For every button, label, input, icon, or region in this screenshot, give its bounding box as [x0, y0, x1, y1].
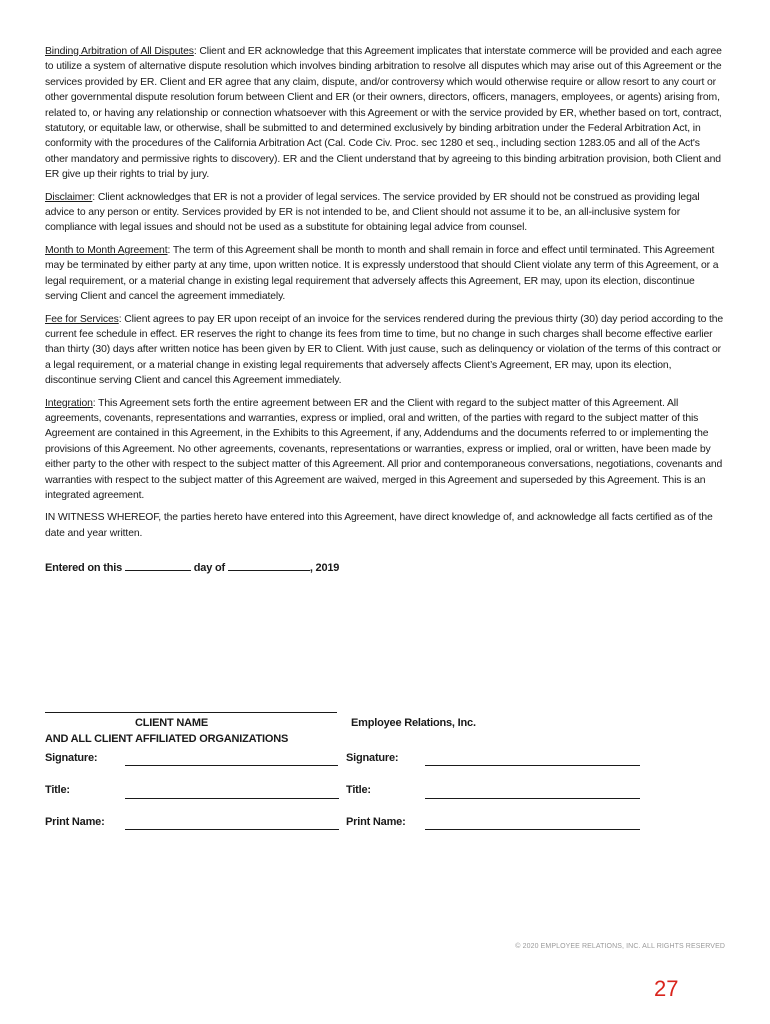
er-print-name-label: Print Name: — [346, 816, 406, 828]
client-signature-label: Signature: — [45, 752, 98, 764]
client-title-field[interactable] — [125, 798, 339, 799]
client-print-name-field[interactable] — [125, 829, 339, 830]
company-name-label: Employee Relations, Inc. — [351, 717, 476, 729]
paragraph-fee-for-services — [45, 312, 725, 389]
signature-block — [45, 712, 725, 842]
client-title-label: Title: — [45, 784, 70, 796]
entered-middle: day of — [190, 562, 228, 575]
paragraph-text: Client acknowledges that ER is not a provider of legal services. The service provided by ER should not be construed as providing legal advice to any person or entity. Services provided by ER is not intended to be, and Client should not assume it to be, an all-inclusive system for compliance with legal issues and should not be used as a substitute for obtaining legal advice from counsel. — [45, 191, 700, 234]
er-title-label: Title: — [346, 784, 371, 796]
agreement-body — [45, 44, 725, 574]
paragraph-text: The term of this Agreement shall be month to month and shall remain in force and effect until terminated. This Agreement may be terminated by either party at any time, upon written notice. It is expressly understood that should Client violate any term of this Agreement, or a legal requirement, or a material change in existing legal requirement that adversely affects this Agreement, ER may, upon its election, discontinue serving Client and cancel the agreement immediately. — [45, 244, 719, 303]
client-name-line[interactable] — [45, 712, 337, 713]
paragraph-month-to-month — [45, 243, 725, 305]
paragraph-heading: Disclaimer — [45, 191, 93, 203]
heading-separator: : — [92, 191, 98, 203]
day-blank-field[interactable] — [125, 561, 191, 571]
entered-suffix: , 2019 — [309, 562, 340, 575]
paragraph-text: Client and ER acknowledge that this Agreement implicates that interstate commerce will be provided and each agree to utilize a system of alternative dispute resolution which involves binding arbitration to resolve all disputes which may arise out of this Agreement or the services provided by ER. Client and ER agree that any claim, dispute, and/or controversy which would otherwise require or allow resort to any court or other governmental dispute resolution forum between Client and ER (or their owners, directors, officers, managers, employees, or agents) arising from, related to, or having any relationship or connection whatsoever with this Agreement or with the service provided by ER, whether based on tort, contract, statutory, or equitable law, or otherwise, shall be submitted to and determined exclusively by binding arbitration under the Federal Arbitration Act, in conformity with the procedures of the California Arbitration Act (Cal. Code Civ. Proc. sec 1280 et seq., including section 1283.05 and all of the Act's other mandatory and permissive rights to discovery). ER and the Client understand that by agreeing to this binding arbitration provision, both Client and ER give up their rights to trial by jury. — [45, 46, 722, 181]
paragraph-heading: Binding Arbitration of All Disputes — [45, 46, 194, 57]
page-number: 27 — [654, 976, 679, 1001]
paragraph-text: This Agreement sets forth the entire agreement between ER and the Client with regard to the subject matter of this Agreement. All agreements, covenants, representations and warranties, express or implied, oral and written, of the parties with regard to the subject matter of this Agreement are contained in this Agreement, in the Exhibits to this Agreement, if any, Addendums and the documents referred to or implementing the provisions of this Agreement. No other agreements, covenants, representations or warranties, express or implied, oral or written, have been made by either party to the other with respect to the subject matter of this Agreement. All prior and contemporaneous conversations, negotiations, covenants and warranties with respect to the subject matter of this Agreement are waived, merged in this Agreement and superseded by this Agreement. This is an integrated agreement. — [45, 397, 723, 501]
entered-prefix: Entered on this — [45, 562, 125, 575]
client-print-name-label: Print Name: — [45, 816, 105, 828]
client-signature-field[interactable] — [125, 765, 338, 766]
paragraph-heading: Month to Month Agreement — [45, 244, 168, 256]
er-signature-label: Signature: — [346, 752, 399, 764]
client-name-label: CLIENT NAME — [135, 717, 208, 729]
paragraph-heading: Integration — [45, 397, 93, 409]
paragraph-arbitration — [45, 44, 725, 183]
witness-statement: IN WITNESS WHEREOF, the parties hereto have entered into this Agreement, have direct knowledge of, and acknowledge all facts certified as of the date and year written. — [45, 512, 713, 539]
heading-separator: : — [92, 397, 99, 409]
heading-separator: : — [193, 46, 200, 57]
paragraph-heading: Fee for Services — [45, 313, 119, 325]
er-title-field[interactable] — [425, 798, 640, 799]
heading-separator: : — [118, 313, 125, 325]
paragraph-text: Client agrees to pay ER upon receipt of an invoice for the services rendered during the previous thirty (30) day period according to the current fee schedule in effect. ER reserves the right to change its fees from time to time, but no change in such charges shall become effective earlier than thirty (30) days after written notice has been given by ER to Client. With just cause, such as delinquency or violation of the terms of this contract or a legal requirement, or a material change in existing legal requirements that adversely affects Client’s Agreement, ER may, upon its election, discontinue serving Client and cancel this Agreement immediately. — [45, 313, 724, 387]
heading-separator: : — [167, 244, 173, 256]
copyright-footer: © 2020 EMPLOYEE RELATIONS, INC. ALL RIGHTS RESERVED — [515, 943, 725, 950]
er-print-name-field[interactable] — [425, 829, 640, 830]
er-signature-field[interactable] — [425, 765, 640, 766]
entered-date-line — [45, 561, 725, 574]
client-orgs-label: AND ALL CLIENT AFFILIATED ORGANIZATIONS — [45, 733, 289, 745]
paragraph-disclaimer — [45, 190, 725, 236]
month-blank-field[interactable] — [228, 561, 310, 571]
paragraph-integration — [45, 396, 725, 504]
